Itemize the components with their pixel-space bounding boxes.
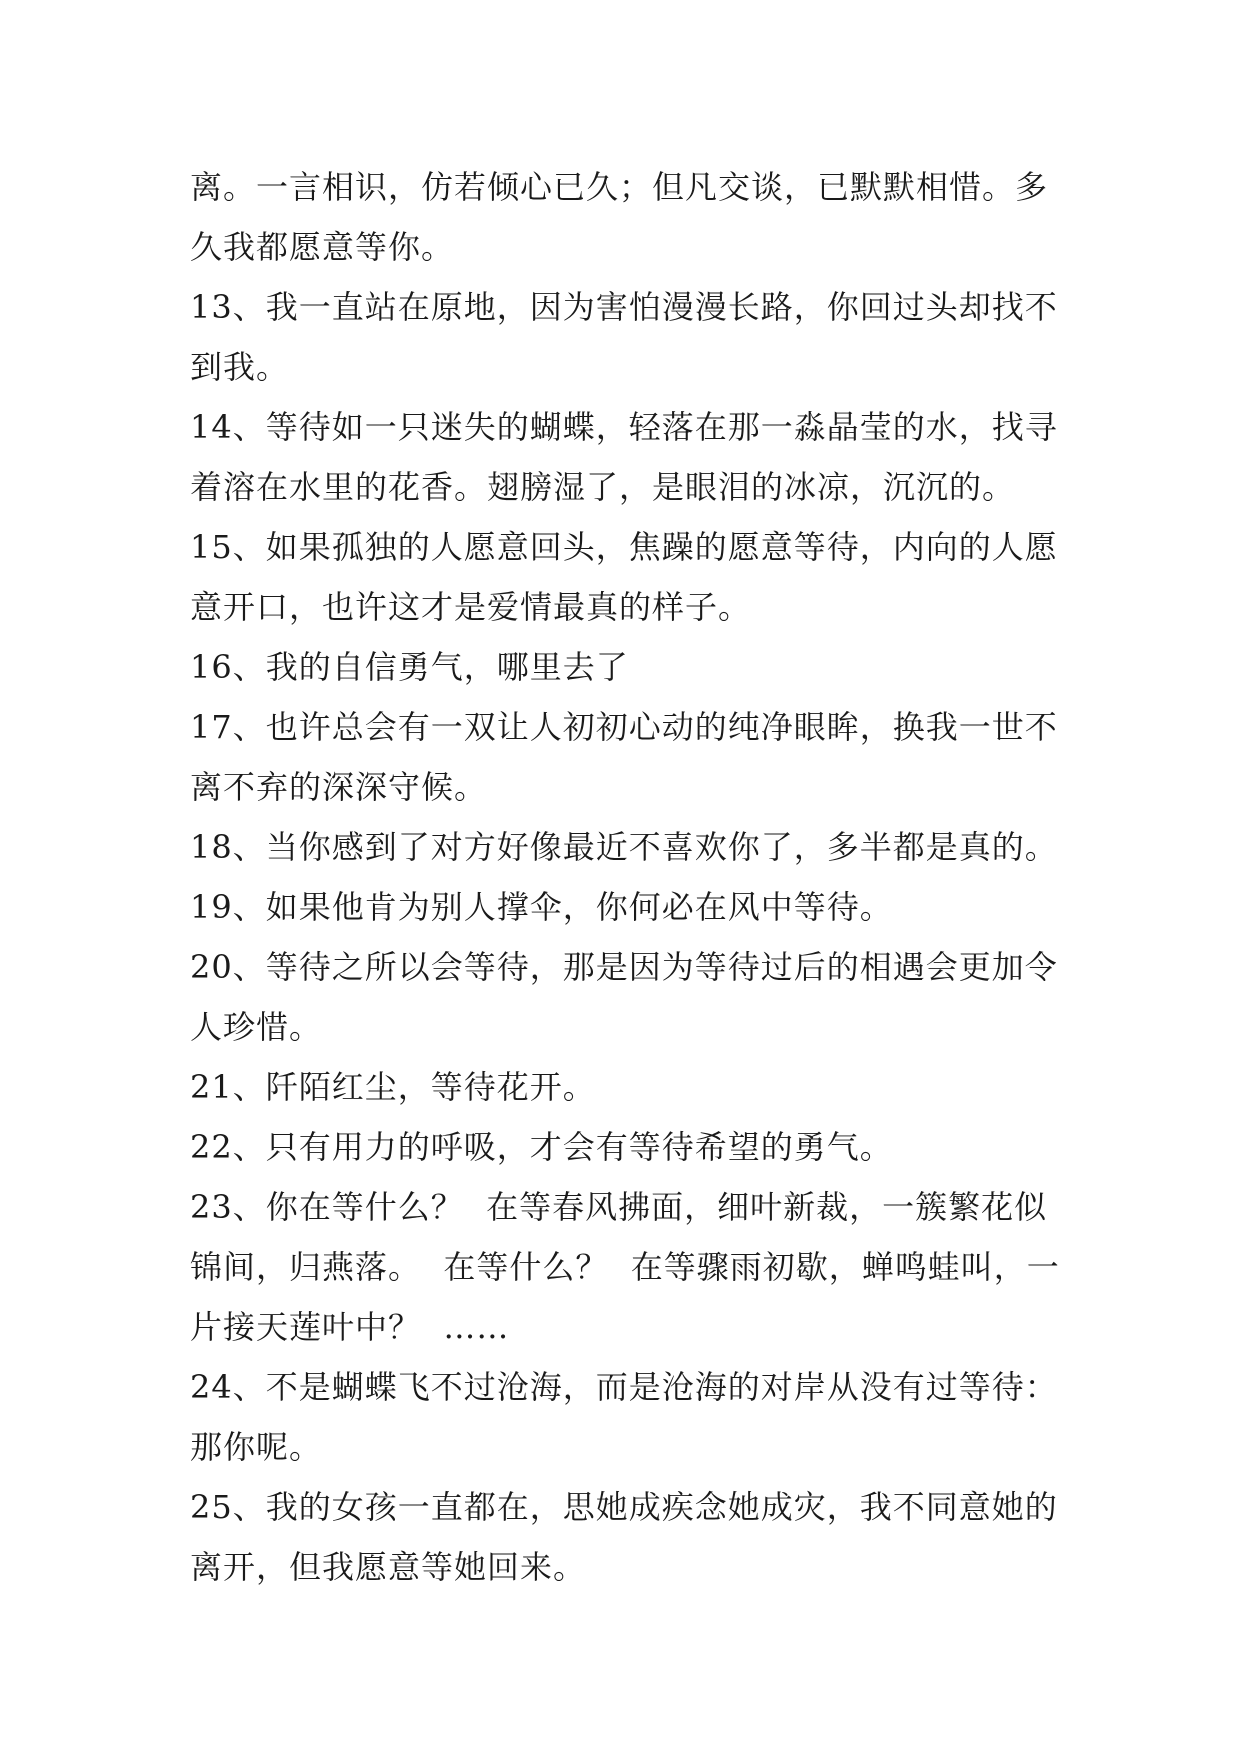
text-line: 着溶在水里的花香。翅膀湿了，是眼泪的冰凉，沉沉的。 [190,468,1016,506]
text-line: 16、我的自信勇气，哪里去了 [190,648,629,686]
text-line: 14、等待如一只迷失的蝴蝶，轻落在那一淼晶莹的水，找寻 [190,408,1058,446]
text-line: 离。一言相识，仿若倾心已久；但凡交谈，已默默相惜。多 [190,168,1049,206]
text-line: 15、如果孤独的人愿意回头，焦躁的愿意等待，内向的人愿 [190,528,1058,566]
text-line: 21、阡陌红尘，等待花开。 [190,1068,596,1106]
text-line: 那你呢。 [190,1428,323,1466]
text-line: 17、也许总会有一双让人初初心动的纯净眼眸，换我一世不 [190,708,1058,746]
text-line: 23、你在等什么？ 在等春风拂面，细叶新裁，一簇繁花似 [190,1188,1048,1226]
text-line: 20、等待之所以会等待，那是因为等待过后的相遇会更加令 [190,948,1058,986]
document-body [190,157,1070,1597]
text-line: 25、我的女孩一直都在，思她成疾念她成灾，我不同意她的 [190,1488,1058,1526]
text-line: 片接天莲叶中？ …… [190,1308,510,1346]
text-line: 意开口，也许这才是爱情最真的样子。 [190,588,752,626]
text-line: 锦间，归燕落。 在等什么？ 在等骤雨初歇，蝉鸣蛙叫，一 [190,1248,1060,1286]
text-line: 22、只有用力的呼吸，才会有等待希望的勇气。 [190,1128,893,1166]
text-line: 19、如果他肯为别人撑伞，你何必在风中等待。 [190,888,893,926]
text-line: 人珍惜。 [190,1008,323,1046]
text-line: 18、当你感到了对方好像最近不喜欢你了，多半都是真的。 [190,828,1058,866]
text-line: 13、我一直站在原地，因为害怕漫漫长路，你回过头却找不 [190,288,1058,326]
text-line: 久我都愿意等你。 [190,228,455,266]
text-line: 到我。 [190,348,290,386]
text-line: 24、不是蝴蝶飞不过沧海，而是沧海的对岸从没有过等待： [190,1368,1058,1406]
text-line: 离不弃的深深守候。 [190,768,488,806]
text-line: 离开，但我愿意等她回来。 [190,1548,587,1586]
